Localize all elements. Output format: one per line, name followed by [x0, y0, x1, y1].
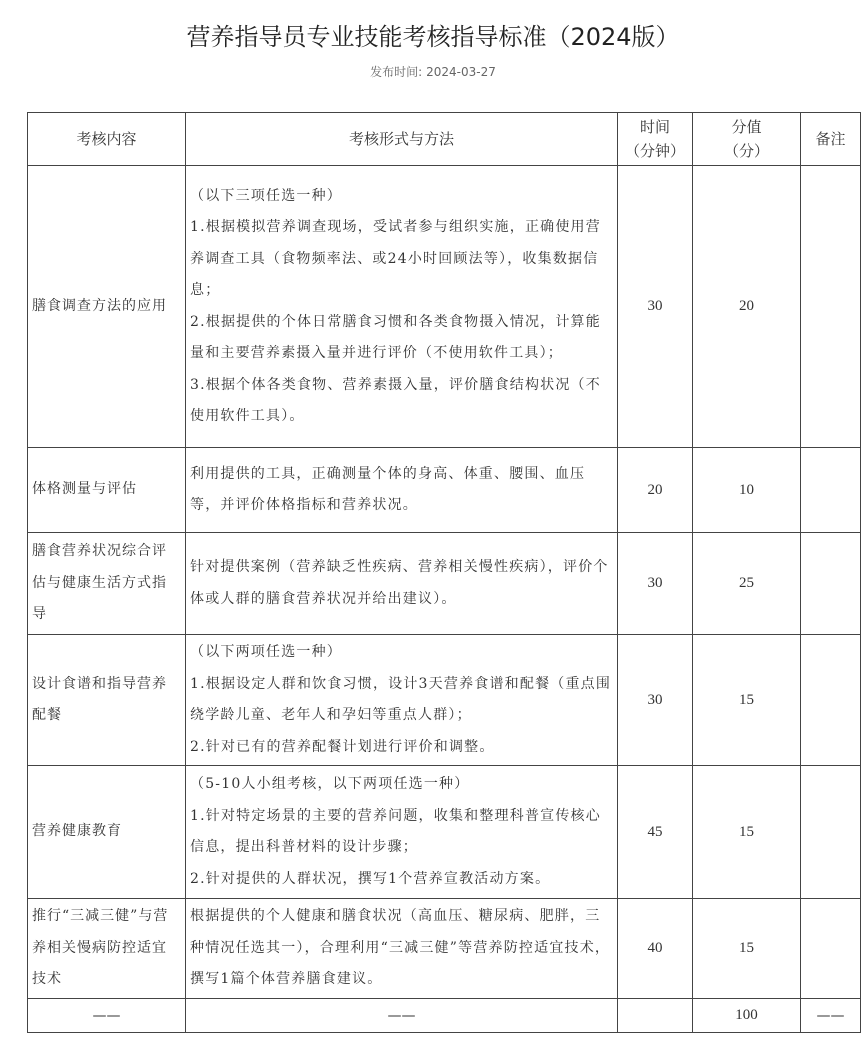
table-header-row	[28, 113, 861, 166]
method-line: （以下三项任选一种）	[190, 187, 342, 204]
header-method: 考核形式与方法	[186, 113, 618, 166]
row-score: 15	[693, 899, 801, 999]
row-method	[186, 166, 618, 448]
method-line: 1.根据设定人群和饮食习惯，设计3天营养食谱和配餐（重点围绕学龄儿童、老年人和孕妇等重点人群）；	[190, 675, 612, 723]
row-time: 30	[618, 533, 693, 635]
total-time	[618, 999, 693, 1033]
page-title: 营养指导员专业技能考核指导标准（2024版）	[186, 23, 680, 51]
row-method	[186, 533, 618, 635]
row-method	[186, 635, 618, 766]
publish-date-line	[0, 63, 866, 80]
header-time-line1: 时间	[639, 118, 670, 136]
row-note	[801, 533, 861, 635]
header-score-line2: （分）	[723, 142, 769, 160]
publish-label: 发布时间:	[370, 65, 423, 79]
method-line: 3.根据个体各类食物、营养素摄入量，评价膳食结构状况（不使用软件工具）。	[190, 376, 601, 424]
row-method	[186, 448, 618, 533]
row-content: 膳食调查方法的应用	[28, 166, 186, 448]
table-row	[28, 533, 861, 635]
method-line: （5-10人小组考核，以下两项任选一种）	[190, 776, 470, 792]
row-note	[801, 448, 861, 533]
table-row	[28, 899, 861, 999]
total-score: 100	[693, 999, 801, 1033]
table-row	[28, 766, 861, 899]
row-score: 15	[693, 766, 801, 899]
table-row	[28, 635, 861, 766]
method-line: 针对提供案例（营养缺乏性疾病、营养相关慢性疾病），评价个体或人群的膳食营养状况并给出建议）。	[190, 559, 609, 607]
method-line: 1.针对特定场景的主要的营养问题，收集和整理科普宣传核心信息，提出科普材料的设计步骤；	[190, 807, 601, 855]
row-time: 40	[618, 899, 693, 999]
row-note	[801, 635, 861, 766]
row-method	[186, 899, 618, 999]
method-line: 根据提供的个人健康和膳食状况（高血压、糖尿病、肥胖，三种情况任选其一），合理利用“三减三健”等营养防控适宜技术，撰写1篇个体营养膳食建议。	[190, 908, 611, 988]
row-content: 膳食营养状况综合评估与健康生活方式指导	[28, 533, 186, 635]
assessment-standard-table	[27, 112, 861, 1033]
method-line: 利用提供的工具，正确测量个体的身高、体重、腰围、血压等，并评价体格指标和营养状况。	[190, 465, 586, 513]
row-content: 设计食谱和指导营养配餐	[28, 635, 186, 766]
row-method	[186, 766, 618, 899]
method-line: 2.针对提供的人群状况，撰写1个营养宣教活动方案。	[190, 870, 551, 887]
method-line: 2.针对已有的营养配餐计划进行评价和调整。	[190, 738, 495, 755]
row-note	[801, 166, 861, 448]
total-method: ——	[186, 999, 618, 1033]
row-time: 20	[618, 448, 693, 533]
row-score: 10	[693, 448, 801, 533]
row-content: 推行“三减三健”与营养相关慢病防控适宜技术	[28, 899, 186, 999]
row-content: 体格测量与评估	[28, 448, 186, 533]
row-score: 20	[693, 166, 801, 448]
row-time: 45	[618, 766, 693, 899]
method-line: 1.根据模拟营养调查现场，受试者参与组织实施，正确使用营养调查工具（食物频率法、或24小时回顾法等），收集数据信息；	[190, 219, 601, 298]
header-score	[693, 113, 801, 166]
row-time: 30	[618, 635, 693, 766]
row-score: 25	[693, 533, 801, 635]
header-time-line2: （分钟）	[624, 142, 685, 160]
row-time: 30	[618, 166, 693, 448]
method-line: （以下两项任选一种）	[190, 644, 342, 660]
table-total-row	[28, 999, 861, 1033]
header-time	[618, 113, 693, 166]
publish-date: 2024-03-27	[426, 65, 496, 79]
method-line: 2.根据提供的个体日常膳食习惯和各类食物摄入情况，计算能量和主要营养素摄入量并进行评价（不使用软件工具）；	[190, 313, 601, 361]
table-row	[28, 448, 861, 533]
row-content: 营养健康教育	[28, 766, 186, 899]
row-score: 15	[693, 635, 801, 766]
header-score-line1: 分值	[731, 118, 762, 136]
row-note	[801, 899, 861, 999]
header-content: 考核内容	[28, 113, 186, 166]
table-row	[28, 166, 861, 448]
header-note: 备注	[801, 113, 861, 166]
row-note	[801, 766, 861, 899]
total-note: ——	[801, 999, 861, 1033]
total-content: ——	[28, 999, 186, 1033]
